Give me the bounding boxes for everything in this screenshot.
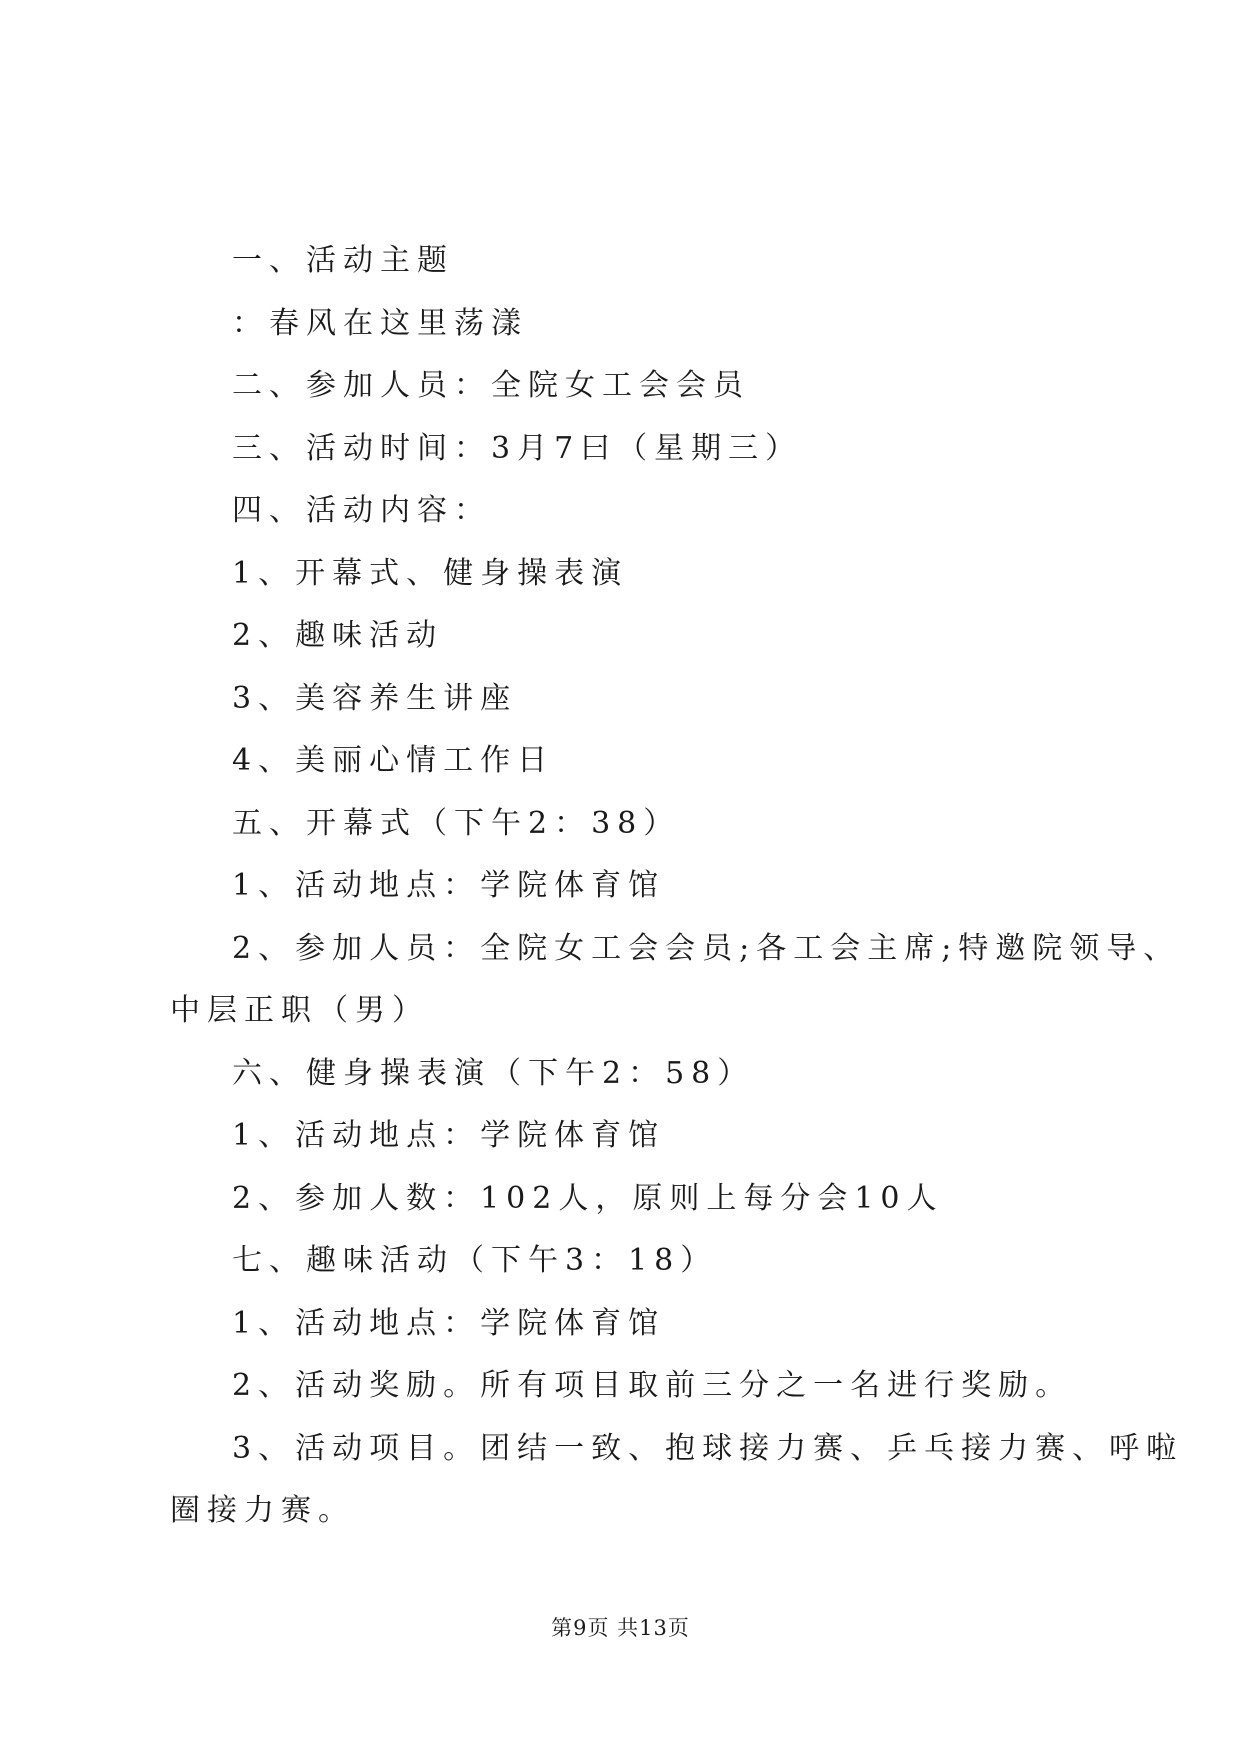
list-item: 1、开幕式、健身操表演 — [232, 555, 629, 591]
section-heading-fitness: 六、健身操表演（下午2：58） — [232, 1055, 755, 1091]
section-heading-participants: 二、参加人员：全院女工会会员 — [232, 368, 750, 403]
section-heading-opening: 五、开幕式（下午2：38） — [232, 805, 681, 841]
list-item-continuation: 中层正职（男） — [170, 993, 429, 1028]
section-heading-theme: 一、活动主题 — [232, 243, 454, 278]
theme-text: ：春风在这里荡漾 — [232, 305, 528, 341]
section-heading-time: 三、活动时间：3月7曰（星期三） — [232, 430, 803, 466]
list-item: 1、活动地点：学院体育馆 — [232, 868, 666, 903]
list-item: 3、活动项目。团结一致、抱球接力赛、乒乓接力赛、呼啦 — [232, 1430, 1184, 1466]
list-item-continuation: 圈接力赛。 — [170, 1493, 355, 1528]
page-number-footer: 第9页 共13页 — [551, 1616, 690, 1640]
section-heading-content: 四、活动内容： — [232, 493, 491, 528]
list-item: 1、活动地点：学院体育馆 — [232, 1305, 666, 1341]
list-item: 2、参加人员：全院女工会会员;各工会主席;特邀院领导、 — [232, 930, 1181, 966]
list-item: 2、参加人数：102人，原则上每分会10人 — [232, 1180, 944, 1216]
section-heading-fun-activities: 七、趣味活动（下午3：18） — [232, 1243, 718, 1278]
list-item: 2、活动奖励。所有项目取前三分之一名进行奖励。 — [232, 1368, 1073, 1403]
list-item: 2、趣味活动 — [232, 618, 444, 653]
document-body — [170, 230, 1184, 1543]
list-item: 4、美丽心情工作日 — [232, 743, 555, 778]
list-item: 3、美容养生讲座 — [232, 680, 518, 716]
list-item: 1、活动地点：学院体育馆 — [232, 1118, 666, 1153]
